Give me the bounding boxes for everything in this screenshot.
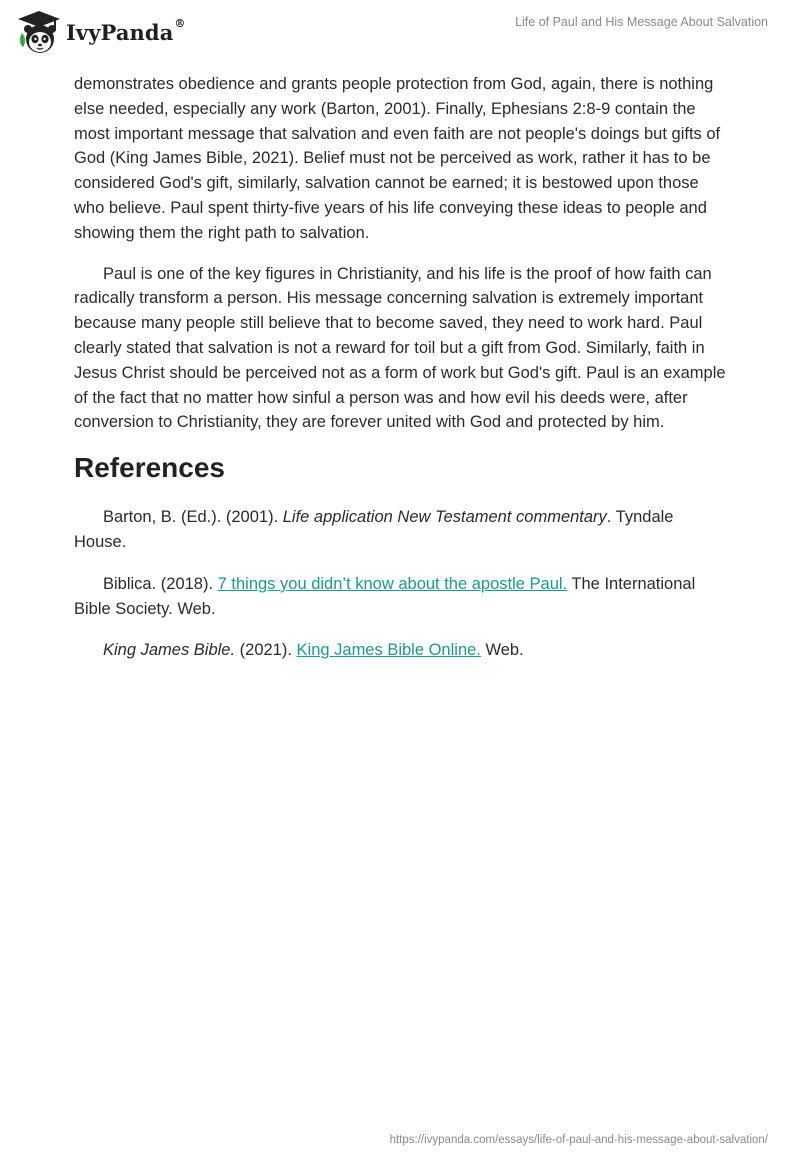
- reference-title: King James Bible.: [103, 641, 236, 660]
- references-heading: References: [74, 452, 225, 484]
- reference-item: [74, 572, 726, 622]
- body-paragraph: demonstrates obedience and grants people protection from God, again, there is nothing else needed, especially any work (Barton, 2001). Finally, Ephesians 2:8-9 contain the most important message that salvation and even faith are not people's doings but gifts of God (King James Bible, 2021). Belief must not be perceived as work, rather it has to be considered God's gift, similarly, salvation cannot be earned; it is bestowed upon those who believe. Paul spent thirty-five years of his life conveying these ideas to people and showing them the right path to salvation.: [74, 75, 721, 242]
- reference-year: (2021).: [235, 641, 297, 660]
- panda-graduate-icon: [16, 9, 62, 57]
- reference-publisher: . Tyndale House.: [74, 508, 674, 551]
- reference-link[interactable]: King James Bible Online.: [296, 641, 481, 660]
- reference-title: Life application New Testament commentary: [282, 508, 607, 527]
- reference-suffix: Web.: [480, 641, 524, 660]
- essay-content: [74, 72, 726, 680]
- reference-item: [74, 505, 726, 555]
- page-header: [0, 0, 800, 66]
- logo-text: IvyPanda®: [66, 16, 186, 45]
- document-title: Life of Paul and His Message About Salvation: [515, 15, 768, 29]
- reference-publisher: The International Bible Society. Web.: [74, 574, 696, 618]
- body-paragraph: Paul is one of the key figures in Christianity, and his life is the proof of how faith can radically transform a person. His message concerning salvation is extremely important because many people still believe that to become saved, they need to work hard. Paul clearly stated that salvation is not a reward for toil but a gift from God. Similarly, faith in Jesus Christ should be perceived not as a form of work but God's gift. Paul is an example of the fact that no matter how sinful a person was and how evil his deeds were, after conversion to Christianity, they are forever united with God and protected by him.: [74, 264, 726, 432]
- registered-mark: ®: [174, 16, 186, 30]
- reference-item: [74, 638, 726, 663]
- reference-authors: Biblica. (2018).: [103, 574, 218, 593]
- source-url[interactable]: https://ivypanda.com/essays/life-of-paul-and-his-message-about-salvation/: [389, 1134, 768, 1146]
- reference-link[interactable]: 7 things you didn’t know about the apostle Paul.: [217, 574, 568, 593]
- reference-authors: Barton, B. (Ed.). (2001).: [103, 508, 283, 527]
- ivypanda-logo[interactable]: [16, 9, 186, 57]
